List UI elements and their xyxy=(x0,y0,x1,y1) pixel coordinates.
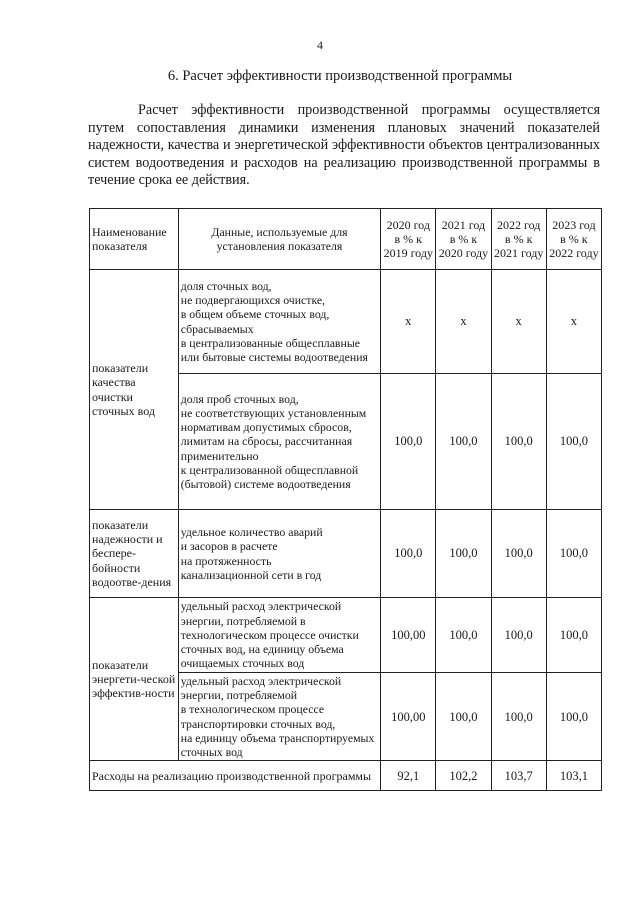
row-value: 100,0 xyxy=(546,673,601,761)
row-value: 100,0 xyxy=(436,673,491,761)
header-year-2020: 2020 год в % к 2019 году xyxy=(381,209,436,270)
header-data-used: Данные, используемые для установления показателя xyxy=(178,209,380,270)
row-value: 100,0 xyxy=(491,510,546,598)
efficiency-table xyxy=(89,208,602,791)
row-data: удельный расход электрической энергии, потребляемой в технологическом процессе транспортировки сточных вод, на единицу объема транспортируемых сточных вод xyxy=(178,673,380,761)
row-value: 100,0 xyxy=(546,374,601,510)
row-value: х xyxy=(491,270,546,374)
total-value: 102,2 xyxy=(436,761,491,791)
header-indicator-name: Наименование показателя xyxy=(90,209,179,270)
row-value: 100,0 xyxy=(436,510,491,598)
header-year-2021: 2021 год в % к 2020 году xyxy=(436,209,491,270)
row-data: доля проб сточных вод, не соответствующих установленным нормативам допустимых сбросов, лимитам на сбросы, рассчитанная применительно к централизованной общесплавной (бытовой) системе водоотведения xyxy=(178,374,380,510)
section-title: 6. Расчет эффективности производственной программы xyxy=(167,68,513,84)
total-value: 92,1 xyxy=(381,761,436,791)
row-value: 100,0 xyxy=(436,374,491,510)
row-value: 100,0 xyxy=(491,598,546,673)
row-value: 100,0 xyxy=(546,598,601,673)
intro-paragraph: Расчет эффективности производственной программы осуществляется путем сопоставления динамики изменения плановых значений показателей надежности, качества и энергетической эффективности объектов централизованных систем водоотведения и расходов на реализацию производственной программы в течение срока ее действия. xyxy=(88,102,600,189)
header-year-2022: 2022 год в % к 2021 году xyxy=(491,209,546,270)
row-value: х xyxy=(546,270,601,374)
row-value: х xyxy=(436,270,491,374)
row-value: 100,0 xyxy=(381,510,436,598)
page-number: 4 xyxy=(317,38,323,52)
table-row xyxy=(90,598,602,673)
header-year-2023: 2023 год в % к 2022 году xyxy=(546,209,601,270)
table-row xyxy=(90,270,602,374)
row-value: 100,0 xyxy=(436,598,491,673)
total-row xyxy=(90,761,602,791)
row-data: удельный расход электрической энергии, потребляемой в технологическом процессе очистки сточных вод, на единицу объема очищаемых сточных вод xyxy=(178,598,380,673)
table-row xyxy=(90,510,602,598)
group-name-reliability: показатели надежности и беспере-бойности водоотве-дения xyxy=(90,510,179,598)
row-value: 100,0 xyxy=(381,374,436,510)
row-value: 100,0 xyxy=(491,374,546,510)
row-value: х xyxy=(381,270,436,374)
row-data: доля сточных вод, не подвергающихся очистке, в общем объеме сточных вод, сбрасываемых в централизованные общесплавные или бытовые системы водоотведения xyxy=(178,270,380,374)
row-value: 100,0 xyxy=(491,673,546,761)
total-label: Расходы на реализацию производственной программы xyxy=(90,761,381,791)
row-value: 100,0 xyxy=(546,510,601,598)
group-name-energy: показатели энергети-ческой эффектив-ности xyxy=(90,598,179,761)
table-header-row xyxy=(90,209,602,270)
group-name-quality: показатели качества очистки сточных вод xyxy=(90,270,179,510)
total-value: 103,7 xyxy=(491,761,546,791)
total-value: 103,1 xyxy=(546,761,601,791)
row-value: 100,00 xyxy=(381,598,436,673)
row-data: удельное количество аварий и засоров в расчете на протяженность канализационной сети в год xyxy=(178,510,380,598)
row-value: 100,00 xyxy=(381,673,436,761)
